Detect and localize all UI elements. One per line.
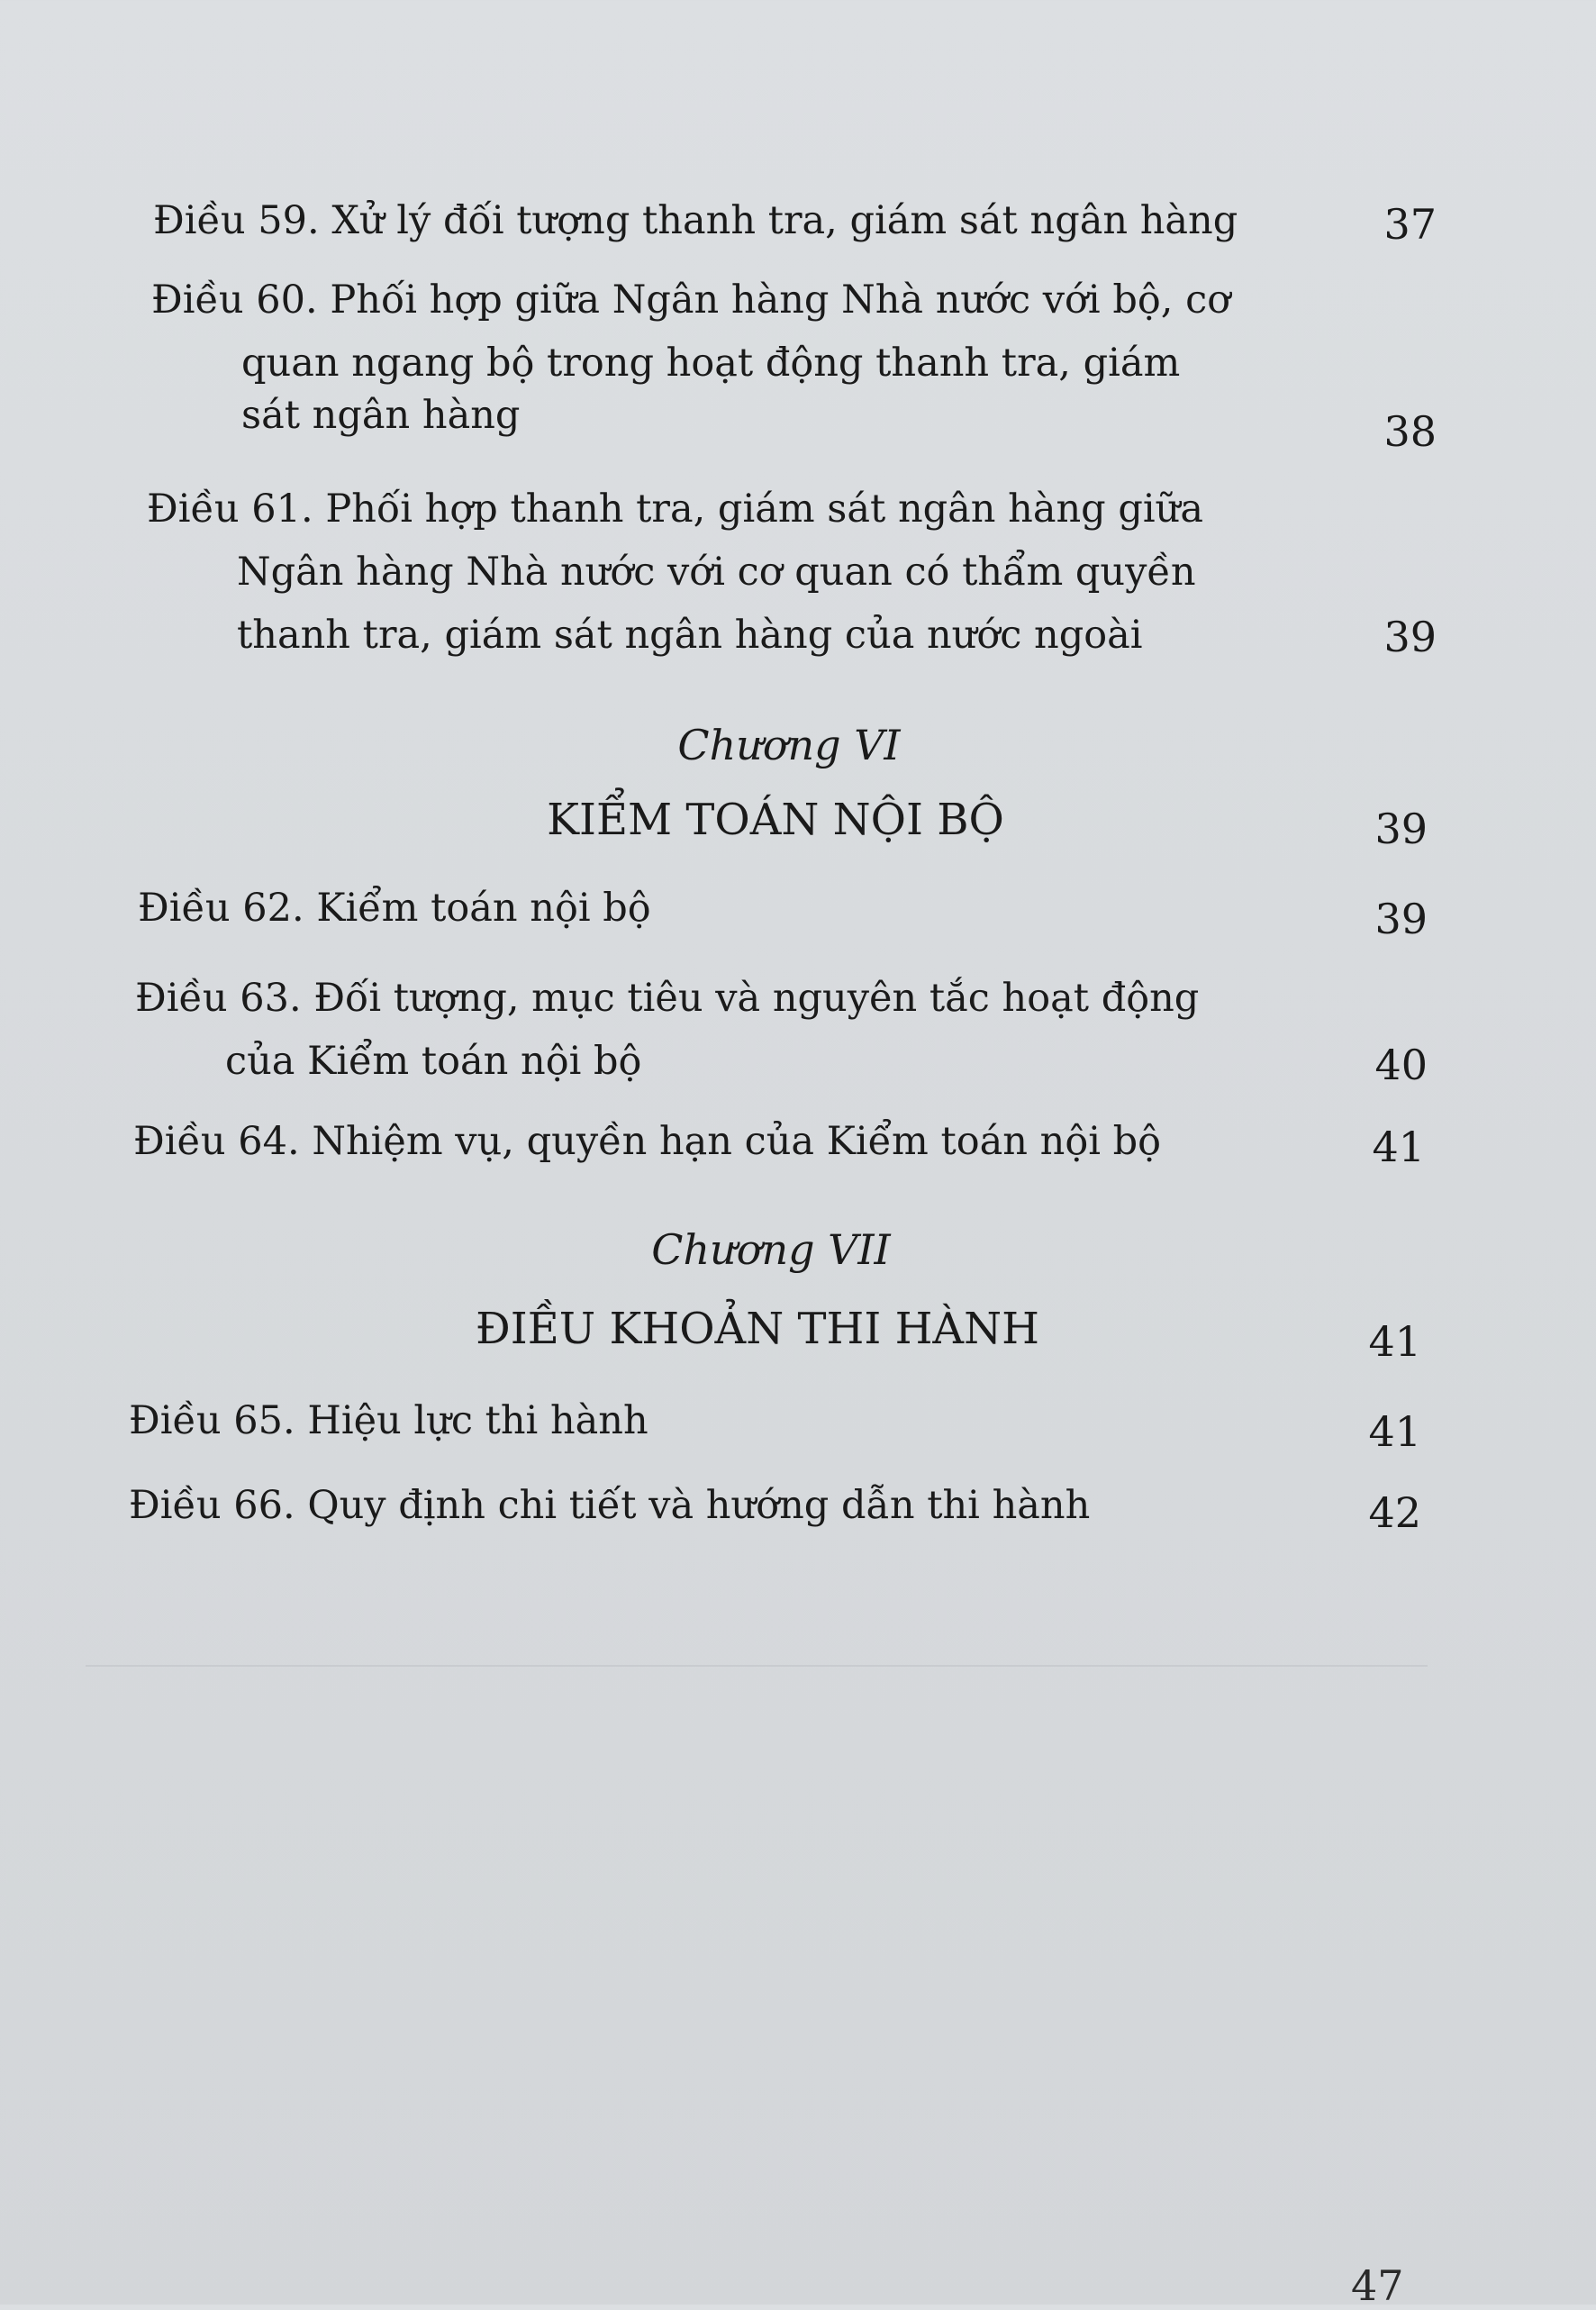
- toc-entry-64: [133, 1110, 1161, 1173]
- chapter-label: Chương VII: [651, 1225, 891, 1274]
- toc-entry-title: Điều 66. Quy định chi tiết và hướng dẫn thi hành: [129, 1483, 1091, 1528]
- toc-entry-title: Điều 59. Xử lý đối tượng thanh tra, giám sát ngân hàng: [153, 198, 1238, 243]
- toc-page-number: 38: [1383, 407, 1437, 456]
- divider-rule: [86, 1665, 1428, 1667]
- toc-entry-66: [129, 1474, 1090, 1537]
- toc-page-number: 41: [1372, 1123, 1425, 1171]
- toc-entry-title-cont: Ngân hàng Nhà nước với cơ quan có thẩm quyền: [237, 550, 1196, 595]
- chapter-title: ĐIỀU KHOẢN THI HÀNH: [476, 1304, 1039, 1354]
- toc-page-number: 41: [1368, 1317, 1421, 1366]
- toc-page-number: 37: [1383, 200, 1437, 249]
- toc-page-number: 42: [1368, 1488, 1421, 1537]
- toc-entry-title: Điều 60. Phối hợp giữa Ngân hàng Nhà nước với bộ, cơ: [151, 277, 1231, 323]
- toc-page-number: 41: [1368, 1407, 1421, 1456]
- toc-page-number: 40: [1374, 1041, 1428, 1089]
- toc-entry-59: [153, 189, 1238, 252]
- toc-entry-title: Điều 61. Phối hợp thanh tra, giám sát ngân hàng giữa: [147, 487, 1203, 532]
- toc-entry-60: [151, 268, 1230, 447]
- toc-page-number: 39: [1374, 895, 1428, 943]
- toc-entry-title: Điều 63. Đối tượng, mục tiêu và nguyên tắc hoạt động: [135, 976, 1200, 1021]
- chapter-label: Chương VI: [677, 721, 901, 769]
- chapter-title: KIỂM TOÁN NỘI BỘ: [547, 795, 1004, 845]
- toc-entry-61: [147, 477, 1203, 667]
- toc-entry-title-cont: của Kiểm toán nội bộ: [225, 1039, 642, 1084]
- toc-entry-63: [135, 967, 1199, 1093]
- toc-entry-title: Điều 62. Kiểm toán nội bộ: [138, 886, 651, 931]
- toc-entry-65: [129, 1389, 648, 1452]
- toc-entry-title-cont: quan ngang bộ trong hoạt động thanh tra, giám: [241, 341, 1181, 386]
- toc-page-number: 39: [1383, 613, 1437, 661]
- toc-entry-62: [138, 877, 651, 940]
- toc-page-number: 39: [1374, 805, 1428, 853]
- toc-entry-title: Điều 65. Hiệu lực thi hành: [129, 1398, 648, 1443]
- toc-entry-title-cont: sát ngân hàng: [241, 393, 521, 438]
- toc-entry-title: Điều 64. Nhiệm vụ, quyền hạn của Kiểm toán nội bộ: [133, 1119, 1162, 1164]
- page-number: 47: [1351, 2261, 1404, 2310]
- toc-entry-title-cont: thanh tra, giám sát ngân hàng của nước ngoài: [237, 613, 1143, 658]
